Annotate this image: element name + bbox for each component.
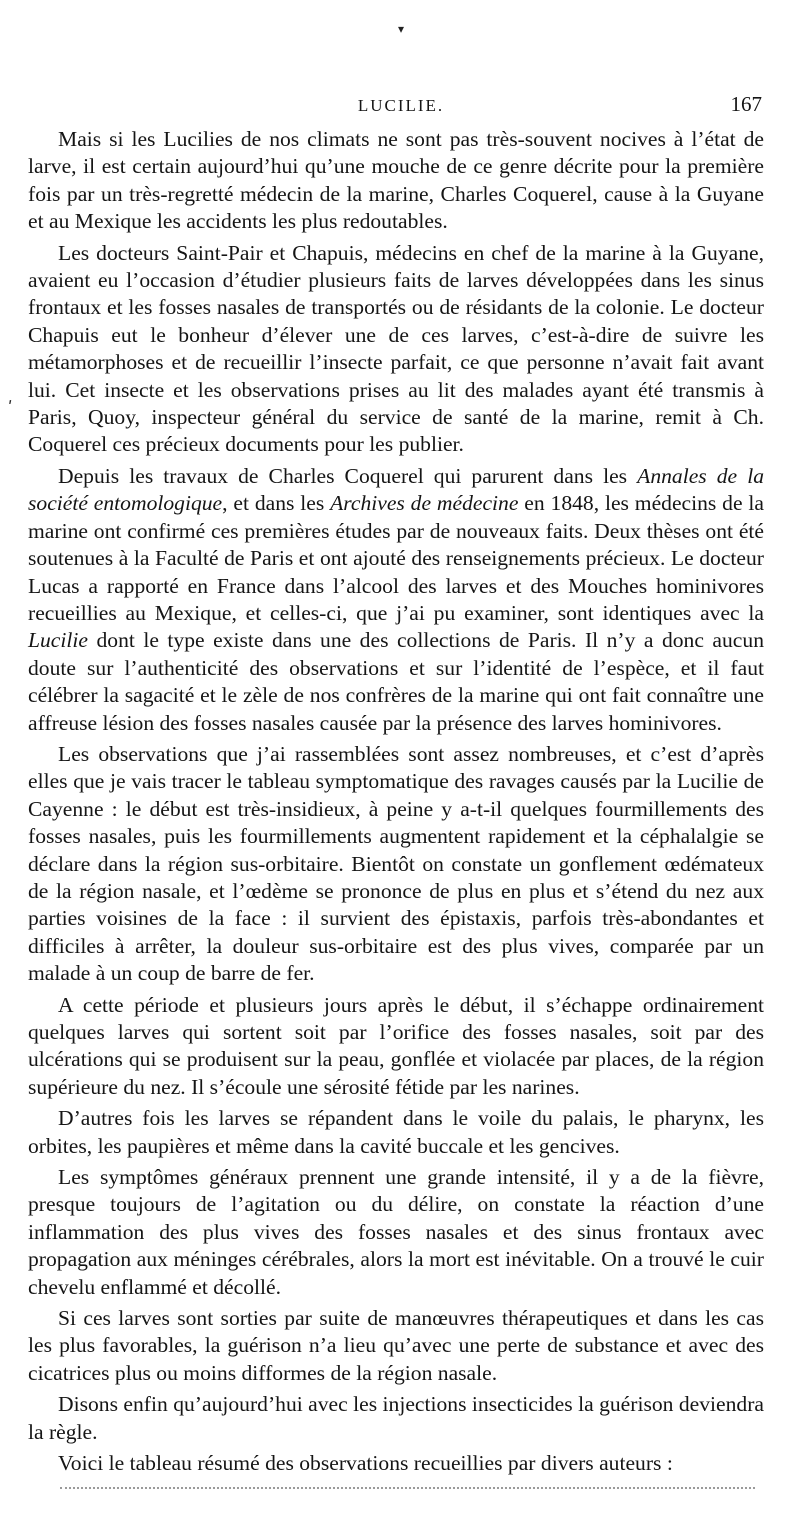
paragraph-3-text-c: en 1848, les médecins de la marine ont confirmé ces premières études par de nouveaux faits. Deux thèses ont été soutenues à la Faculté de Paris et ont ajouté des renseignements précieux. Le docteur Lucas a rapporté en France dans l’alcool des larves et des Mouches hominivores recueillies au Mexique, et celles-ci, que j’ai pu examiner, sont identiques avec la <box>28 491 764 625</box>
journal-title-archives: Archives de médecine <box>330 491 519 516</box>
journal-title-annales: Annales de la société entomologique <box>28 463 764 516</box>
paragraph-6: D’autres fois les larves se répandent dans le voile du palais, le pharynx, les orbites, les paupières et même dans la cavité buccale et les gencives. <box>28 1106 764 1158</box>
page-number: 167 <box>730 92 762 116</box>
body-text <box>28 126 764 1482</box>
paragraph-10: Voici le tableau résumé des observations recueillies par divers auteurs : <box>58 1451 673 1476</box>
paragraph-3-text-b: , et dans les <box>222 491 331 516</box>
paragraph-4: Les observations que j’ai rassemblées sont assez nombreuses, et c’est d’après elles que je vais tracer le tableau symptomatique des ravages causés par la Lucilie de Cayenne : le début est très-insidieux, à peine y a-t-il quelques fourmillements des fosses nasales, puis les fourmillements augmentent rapidement et la céphalalgie se déclare dans la région sus-orbitaire. Bientôt on constate un gonflement œdémateux de la région nasale, et l’œdème se prononce de plus en plus et s’étend du nez aux parties voisines de la face : il survient des épistaxis, parfois très-abondantes et difficiles à arrêter, la douleur sus-orbitaire est des plus vives, comparée par un malade à un coup de barre de fer. <box>28 741 764 986</box>
paragraph-9: Disons enfin qu’aujourd’hui avec les injections insecticides la guérison deviendra la règle. <box>28 1392 764 1444</box>
paragraph-3 <box>28 463 764 737</box>
margin-tick-mark: ʹ <box>8 398 13 417</box>
paragraph-3-text-d: dont le type existe dans une des collections de Paris. Il n’y a donc aucun doute sur l’authenticité des observations et sur l’identité de l’espèce, et il faut célébrer la sagacité et le zèle de nos confrères de la marine qui ont fait connaître une affreuse lésion des fosses nasales causée par la présence des larves hominivores. <box>28 628 764 735</box>
paragraph-3-text-a: Depuis les travaux de Charles Coquerel qui parurent dans les <box>58 463 638 488</box>
paragraph-1: Mais si les Lucilies de nos climats ne sont pas très-souvent nocives à l’état de larve, il est certain aujourd’hui qu’une mouche de ce genre décrite pour la première fois par un très-regretté médecin de la marine, Charles Coquerel, cause à la Guyane et au Mexique les accidents les plus redoutables. <box>28 127 764 234</box>
footer-dotted-rule <box>60 1487 755 1489</box>
paragraph-5: A cette période et plusieurs jours après le début, il s’échappe ordinairement quelques larves qui sortent soit par l’orifice des fosses nasales, soit par des ulcérations qui se produisent sur la peau, gonflée et violacée par places, de la région supérieure du nez. Il s’écoule une sérosité fétide par les narines. <box>28 992 764 1099</box>
top-printer-mark: ▾ <box>398 22 405 36</box>
paragraph-2: Les docteurs Saint-Pair et Chapuis, médecins en chef de la marine à la Guyane, avaient eu l’occasion d’étudier plusieurs faits de larves développées dans les sinus frontaux et les fosses nasales de transportés ou de résidants de la colonie. Le docteur Chapuis eut le bonheur d’élever une de ces larves, c’est-à-dire de suivre les métamorphoses et de recueillir l’insecte parfait, ce que personne n’avait fait avant lui. Cet insecte et les observations prises au lit des malades ayant été transmis à Paris, Quoy, inspecteur général du service de santé de la marine, remit à Ch. Coquerel ces précieux documents pour les publier. <box>28 240 764 457</box>
paragraph-7: Les symptômes généraux prennent une grande intensité, il y a de la fièvre, presque toujours de l’agitation ou du délire, on constate la réaction d’une inflammation des plus vives des fosses nasales et des sinus frontaux avec propagation aux méninges cérébrales, alors la mort est inévitable. On a trouvé le cuir chevelu enflammé et décollé. <box>28 1165 764 1299</box>
genus-name-lucilie: Lucilie <box>28 628 88 653</box>
paragraph-8: Si ces larves sont sorties par suite de manœuvres thérapeutiques et dans les cas les plus favorables, la guérison n’a lieu qu’avec une perte de substance et avec des cicatrices plus ou moins difformes de la région nasale. <box>28 1306 764 1385</box>
running-title: LUCILIE. <box>357 96 445 115</box>
running-header <box>40 92 762 122</box>
